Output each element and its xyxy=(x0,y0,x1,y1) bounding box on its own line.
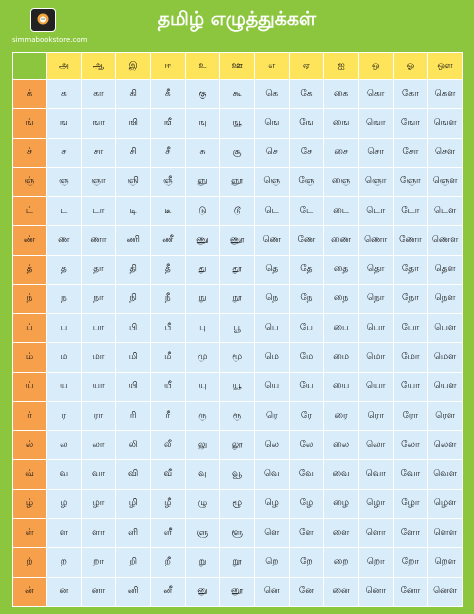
letter-cell: நு xyxy=(185,284,220,313)
letter-cell: ஞி xyxy=(116,167,151,196)
letter-cell: றொ xyxy=(358,548,393,577)
consonant-header: ன் xyxy=(13,577,47,606)
letter-cell: டை xyxy=(324,197,359,226)
letter-cell: றோ xyxy=(393,548,428,577)
letter-cell: சி xyxy=(116,138,151,167)
letter-cell: றெ xyxy=(254,548,289,577)
letter-cell: னை xyxy=(324,577,359,606)
vowel-header: ஆ xyxy=(81,53,116,80)
letter-cell: ழை xyxy=(324,489,359,518)
letter-cell: ணூ xyxy=(220,226,255,255)
letter-cell: ரா xyxy=(81,401,116,430)
letter-cell: ரொ xyxy=(358,401,393,430)
letter-cell: ஙொ xyxy=(358,109,393,138)
letter-cell: ங xyxy=(47,109,82,138)
letter-cell: ணை xyxy=(324,226,359,255)
consonant-header: ண் xyxy=(13,226,47,255)
letter-cell: நி xyxy=(116,284,151,313)
letter-cell: றௌ xyxy=(428,548,463,577)
consonant-header: வ் xyxy=(13,460,47,489)
letter-cell: ளீ xyxy=(150,518,185,547)
letter-cell: ணு xyxy=(185,226,220,255)
letter-cell: ளை xyxy=(324,518,359,547)
letter-cell: டீ xyxy=(150,197,185,226)
consonant-header: ங் xyxy=(13,109,47,138)
letter-cell: ழோ xyxy=(393,489,428,518)
letter-cell: மு xyxy=(185,343,220,372)
letter-cell: லோ xyxy=(393,431,428,460)
letter-cell: ழா xyxy=(81,489,116,518)
letter-cell: யீ xyxy=(150,372,185,401)
letter-cell: லொ xyxy=(358,431,393,460)
letter-table xyxy=(12,52,463,607)
letter-cell: வி xyxy=(116,460,151,489)
letter-cell: ண xyxy=(47,226,82,255)
letter-cell: கௌ xyxy=(428,80,463,109)
consonant-header: ற் xyxy=(13,548,47,577)
letter-cell: வூ xyxy=(220,460,255,489)
letter-chart xyxy=(12,52,463,607)
letter-cell: னா xyxy=(81,577,116,606)
letter-cell: கெ xyxy=(254,80,289,109)
letter-cell: ஞௌ xyxy=(428,167,463,196)
letter-cell: பி xyxy=(116,314,151,343)
letter-cell: னீ xyxy=(150,577,185,606)
letter-cell: வா xyxy=(81,460,116,489)
letter-cell: டோ xyxy=(393,197,428,226)
letter-cell: ப xyxy=(47,314,82,343)
letter-cell: வோ xyxy=(393,460,428,489)
letter-cell: நௌ xyxy=(428,284,463,313)
letter-cell: பா xyxy=(81,314,116,343)
letter-cell: வீ xyxy=(150,460,185,489)
letter-cell: பொ xyxy=(358,314,393,343)
letter-cell: மெ xyxy=(254,343,289,372)
letter-cell: பீ xyxy=(150,314,185,343)
letter-cell: ச xyxy=(47,138,82,167)
letter-cell: ணௌ xyxy=(428,226,463,255)
letter-cell: பௌ xyxy=(428,314,463,343)
letter-cell: தௌ xyxy=(428,255,463,284)
letter-cell: லி xyxy=(116,431,151,460)
consonant-header: ள் xyxy=(13,518,47,547)
letter-cell: றூ xyxy=(220,548,255,577)
letter-cell: தொ xyxy=(358,255,393,284)
vowel-header: ஊ xyxy=(220,53,255,80)
letter-cell: கீ xyxy=(150,80,185,109)
letter-cell: பே xyxy=(289,314,324,343)
table-row xyxy=(13,343,463,372)
letter-cell: தே xyxy=(289,255,324,284)
table-row xyxy=(13,80,463,109)
letter-cell: ளௌ xyxy=(428,518,463,547)
letter-cell: ரீ xyxy=(150,401,185,430)
letter-cell: நா xyxy=(81,284,116,313)
letter-cell: மா xyxy=(81,343,116,372)
letter-cell: ல xyxy=(47,431,82,460)
letter-cell: டு xyxy=(185,197,220,226)
letter-cell: ழொ xyxy=(358,489,393,518)
letter-cell: மொ xyxy=(358,343,393,372)
letter-cell: ழூ xyxy=(220,489,255,518)
letter-cell: ளி xyxy=(116,518,151,547)
letter-cell: சௌ xyxy=(428,138,463,167)
letter-cell: லை xyxy=(324,431,359,460)
letter-cell: தெ xyxy=(254,255,289,284)
letter-cell: றா xyxy=(81,548,116,577)
letter-cell: ணே xyxy=(289,226,324,255)
letter-cell: மூ xyxy=(220,343,255,372)
letter-cell: யொ xyxy=(358,372,393,401)
letter-cell: ணெ xyxy=(254,226,289,255)
letter-cell: டி xyxy=(116,197,151,226)
consonant-header: ல் xyxy=(13,431,47,460)
letter-cell: ரு xyxy=(185,401,220,430)
letter-cell: தை xyxy=(324,255,359,284)
letter-cell: ஞூ xyxy=(220,167,255,196)
letter-cell: வை xyxy=(324,460,359,489)
letter-cell: போ xyxy=(393,314,428,343)
letter-cell: பை xyxy=(324,314,359,343)
letter-cell: சை xyxy=(324,138,359,167)
letter-cell: ம xyxy=(47,343,82,372)
table-row xyxy=(13,372,463,401)
letter-cell: ஙா xyxy=(81,109,116,138)
letter-cell: மே xyxy=(289,343,324,372)
letter-cell: தீ xyxy=(150,255,185,284)
page-title: தமிழ் எழுத்துக்கள் xyxy=(157,8,317,30)
letter-cell: ணொ xyxy=(358,226,393,255)
letter-cell: ஙே xyxy=(289,109,324,138)
letter-cell: சோ xyxy=(393,138,428,167)
table-row xyxy=(13,138,463,167)
letter-cell: று xyxy=(185,548,220,577)
letter-cell: சொ xyxy=(358,138,393,167)
letter-cell: ழே xyxy=(289,489,324,518)
letter-cell: மி xyxy=(116,343,151,372)
letter-cell: யா xyxy=(81,372,116,401)
letter-cell: ரி xyxy=(116,401,151,430)
letter-cell: கே xyxy=(289,80,324,109)
letter-cell: ளா xyxy=(81,518,116,547)
letter-cell: கி xyxy=(116,80,151,109)
site-url: simmabookstore.com xyxy=(12,36,88,44)
letter-cell: றீ xyxy=(150,548,185,577)
letter-cell: து xyxy=(185,255,220,284)
letter-cell: ணோ xyxy=(393,226,428,255)
letter-cell: ரௌ xyxy=(428,401,463,430)
letter-cell: தோ xyxy=(393,255,428,284)
letter-cell: னோ xyxy=(393,577,428,606)
letter-cell: ரெ xyxy=(254,401,289,430)
letter-cell: வே xyxy=(289,460,324,489)
letter-cell: லு xyxy=(185,431,220,460)
letter-cell: டா xyxy=(81,197,116,226)
letter-cell: யி xyxy=(116,372,151,401)
vowel-header: ஒ xyxy=(358,53,393,80)
letter-cell: டூ xyxy=(220,197,255,226)
letter-cell: டே xyxy=(289,197,324,226)
letter-cell: லீ xyxy=(150,431,185,460)
letter-cell: நெ xyxy=(254,284,289,313)
vowel-header: இ xyxy=(116,53,151,80)
letter-cell: றி xyxy=(116,548,151,577)
letter-cell: ணா xyxy=(81,226,116,255)
consonant-header: த் xyxy=(13,255,47,284)
table-row xyxy=(13,460,463,489)
letter-cell: மீ xyxy=(150,343,185,372)
letter-cell: ழௌ xyxy=(428,489,463,518)
letter-cell: ழீ xyxy=(150,489,185,518)
letter-cell: வொ xyxy=(358,460,393,489)
letter-cell: கொ xyxy=(358,80,393,109)
vowel-header: ஈ xyxy=(150,53,185,80)
letter-cell: னி xyxy=(116,577,151,606)
table-row xyxy=(13,548,463,577)
letter-cell: யோ xyxy=(393,372,428,401)
table-row xyxy=(13,431,463,460)
consonant-header: ம் xyxy=(13,343,47,372)
letter-cell: னூ xyxy=(220,577,255,606)
letter-cell: நீ xyxy=(150,284,185,313)
letter-cell: கை xyxy=(324,80,359,109)
vowel-header-row xyxy=(13,53,463,80)
letter-cell: ளூ xyxy=(220,518,255,547)
letter-cell: நை xyxy=(324,284,359,313)
vowel-header: அ xyxy=(47,53,82,80)
letter-cell: ஞொ xyxy=(358,167,393,196)
consonant-header: ட் xyxy=(13,197,47,226)
letter-cell: றை xyxy=(324,548,359,577)
letter-cell: யு xyxy=(185,372,220,401)
letter-cell: ழு xyxy=(185,489,220,518)
letter-cell: ஞே xyxy=(289,167,324,196)
letter-cell: ஞோ xyxy=(393,167,428,196)
letter-cell: யை xyxy=(324,372,359,401)
letter-cell: ஙை xyxy=(324,109,359,138)
letter-cell: யெ xyxy=(254,372,289,401)
letter-cell: ர xyxy=(47,401,82,430)
letter-cell: தி xyxy=(116,255,151,284)
letter-cell: வெ xyxy=(254,460,289,489)
letter-cell: யே xyxy=(289,372,324,401)
table-row xyxy=(13,401,463,430)
letter-cell: லூ xyxy=(220,431,255,460)
table-row xyxy=(13,197,463,226)
letter-cell: ழெ xyxy=(254,489,289,518)
letter-cell: னொ xyxy=(358,577,393,606)
consonant-header: ர் xyxy=(13,401,47,430)
letter-cell: ணி xyxy=(116,226,151,255)
letter-cell: ளு xyxy=(185,518,220,547)
consonant-header: ந் xyxy=(13,284,47,313)
consonant-header: ஞ் xyxy=(13,167,47,196)
letter-cell: ழி xyxy=(116,489,151,518)
page-header xyxy=(0,0,474,48)
table-row xyxy=(13,284,463,313)
letter-cell: ற xyxy=(47,548,82,577)
letter-cell: சூ xyxy=(220,138,255,167)
letter-cell: னௌ xyxy=(428,577,463,606)
letter-cell: மை xyxy=(324,343,359,372)
letter-cell: சீ xyxy=(150,138,185,167)
letter-cell: சே xyxy=(289,138,324,167)
consonant-header: ப் xyxy=(13,314,47,343)
letter-cell: ஙூ xyxy=(220,109,255,138)
letter-cell: மோ xyxy=(393,343,428,372)
table-row xyxy=(13,489,463,518)
letter-cell: ஙெ xyxy=(254,109,289,138)
letter-cell: லெ xyxy=(254,431,289,460)
letter-cell: ஞை xyxy=(324,167,359,196)
letter-cell: ளோ xyxy=(393,518,428,547)
letter-cell: ணீ xyxy=(150,226,185,255)
letter-cell: வ xyxy=(47,460,82,489)
letter-cell: யௌ xyxy=(428,372,463,401)
vowel-header: ஐ xyxy=(324,53,359,80)
letter-cell: நே xyxy=(289,284,324,313)
letter-cell: கா xyxy=(81,80,116,109)
letter-cell: த xyxy=(47,255,82,284)
letter-cell: ள xyxy=(47,518,82,547)
vowel-header: ஔ xyxy=(428,53,463,80)
letter-cell: லே xyxy=(289,431,324,460)
letter-cell: கு xyxy=(185,80,220,109)
letter-cell: தா xyxy=(81,255,116,284)
letter-cell: ரோ xyxy=(393,401,428,430)
letter-cell: பூ xyxy=(220,314,255,343)
letter-cell: டொ xyxy=(358,197,393,226)
letter-cell: ஙி xyxy=(116,109,151,138)
table-row xyxy=(13,255,463,284)
letter-cell: ஙோ xyxy=(393,109,428,138)
letter-cell: ந xyxy=(47,284,82,313)
corner-cell xyxy=(13,53,47,80)
letter-cell: ட xyxy=(47,197,82,226)
letter-cell: ஞு xyxy=(185,167,220,196)
letter-cell: கூ xyxy=(220,80,255,109)
letter-cell: ழ xyxy=(47,489,82,518)
letter-cell: ன xyxy=(47,577,82,606)
letter-cell: க xyxy=(47,80,82,109)
letter-cell: பெ xyxy=(254,314,289,343)
letter-cell: வௌ xyxy=(428,460,463,489)
letter-cell: பு xyxy=(185,314,220,343)
letter-cell: ய xyxy=(47,372,82,401)
letter-cell: றே xyxy=(289,548,324,577)
letter-cell: யூ xyxy=(220,372,255,401)
letter-cell: நோ xyxy=(393,284,428,313)
consonant-header: ச் xyxy=(13,138,47,167)
letter-cell: ளே xyxy=(289,518,324,547)
letter-cell: மௌ xyxy=(428,343,463,372)
letter-cell: ளொ xyxy=(358,518,393,547)
letter-cell: தூ xyxy=(220,255,255,284)
letter-cell: சு xyxy=(185,138,220,167)
letter-cell: ரை xyxy=(324,401,359,430)
letter-cell: ஞா xyxy=(81,167,116,196)
letter-cell: செ xyxy=(254,138,289,167)
letter-cell: ஞ xyxy=(47,167,82,196)
table-row xyxy=(13,109,463,138)
table-row xyxy=(13,314,463,343)
table-row xyxy=(13,226,463,255)
letter-cell: கோ xyxy=(393,80,428,109)
vowel-header: உ xyxy=(185,53,220,80)
consonant-header: ழ் xyxy=(13,489,47,518)
letter-cell: வு xyxy=(185,460,220,489)
table-row xyxy=(13,577,463,606)
letter-cell: னே xyxy=(289,577,324,606)
vowel-header: ஏ xyxy=(289,53,324,80)
letter-cell: ரூ xyxy=(220,401,255,430)
letter-cell: டௌ xyxy=(428,197,463,226)
letter-cell: டெ xyxy=(254,197,289,226)
letter-cell: லா xyxy=(81,431,116,460)
letter-cell: னு xyxy=(185,577,220,606)
letter-cell: ஞெ xyxy=(254,167,289,196)
letter-cell: லௌ xyxy=(428,431,463,460)
letter-cell: ளெ xyxy=(254,518,289,547)
letter-cell: ரே xyxy=(289,401,324,430)
vowel-header: எ xyxy=(254,53,289,80)
consonant-header: க் xyxy=(13,80,47,109)
letter-cell: சா xyxy=(81,138,116,167)
letter-cell: னெ xyxy=(254,577,289,606)
consonant-header: ய் xyxy=(13,372,47,401)
table-row xyxy=(13,167,463,196)
vowel-header: ஓ xyxy=(393,53,428,80)
letter-cell: ஙு xyxy=(185,109,220,138)
table-row xyxy=(13,518,463,547)
letter-cell: ஞீ xyxy=(150,167,185,196)
letter-cell: ஙீ xyxy=(150,109,185,138)
letter-cell: நூ xyxy=(220,284,255,313)
letter-cell: நொ xyxy=(358,284,393,313)
letter-cell: ஙௌ xyxy=(428,109,463,138)
